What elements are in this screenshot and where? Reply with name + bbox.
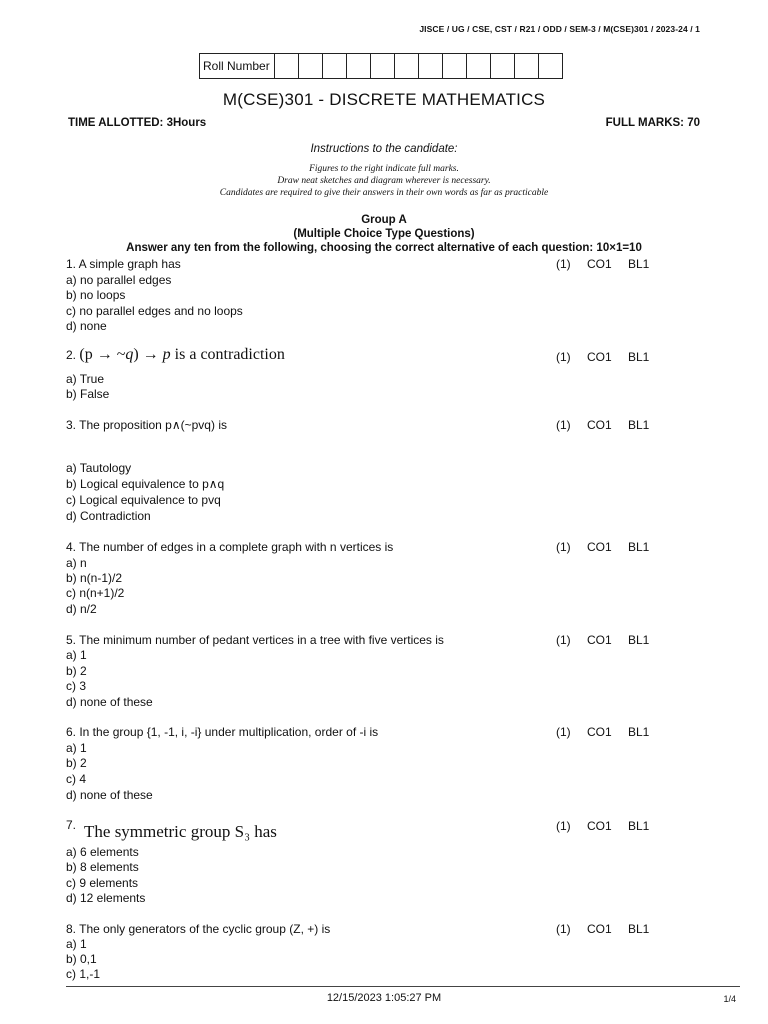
question-stem: 8. The only generators of the cyclic group (Z, +) is — [66, 922, 331, 936]
question-number: 7. — [66, 818, 77, 832]
answer-option: a) 1 — [66, 648, 87, 662]
question-marks: (1) — [556, 819, 571, 833]
group-type: (Multiple Choice Type Questions) — [293, 228, 475, 240]
course-outcome: CO1 — [587, 633, 612, 647]
roll-number-box[interactable] — [275, 54, 299, 79]
blooms-level: BL1 — [628, 922, 650, 936]
answer-option: c) 4 — [66, 772, 87, 786]
answer-option: b) 0,1 — [66, 952, 97, 966]
answer-option: c) Logical equivalence to pvq — [66, 493, 221, 507]
print-timestamp: 12/15/2023 1:05:27 PM — [326, 992, 442, 1004]
course-outcome: CO1 — [587, 819, 612, 833]
answer-option: d) none of these — [66, 695, 153, 709]
paper-title: M(CSE)301 - DISCRETE MATHEMATICS — [222, 90, 546, 109]
full-marks: FULL MARKS: 70 — [605, 117, 700, 129]
answer-option: d) n/2 — [66, 602, 97, 616]
instructions-heading: Instructions to the candidate: — [310, 143, 458, 155]
roll-number-box[interactable] — [491, 54, 515, 79]
blooms-level: BL1 — [628, 257, 650, 271]
time-allotted: TIME ALLOTTED: 3Hours — [68, 117, 207, 129]
answer-option: b) n(n-1)/2 — [66, 571, 123, 585]
blooms-level: BL1 — [628, 633, 650, 647]
course-outcome: CO1 — [587, 922, 612, 936]
roll-number-label: Roll Number — [200, 54, 275, 79]
answer-option: b) False — [66, 387, 110, 401]
question-marks: (1) — [556, 725, 571, 739]
answer-option: b) 2 — [66, 664, 87, 678]
question-stem: 3. The proposition p∧(~pvq) is — [66, 418, 227, 432]
question-stem: 6. In the group {1, -1, i, -i} under multiplication, order of -i is — [66, 725, 379, 739]
answer-option: a) True — [66, 372, 105, 386]
question-stem: 4. The number of edges in a complete graph with n vertices is — [66, 540, 394, 554]
question-marks: (1) — [556, 922, 571, 936]
answer-option: c) 3 — [66, 679, 87, 693]
roll-number-grid — [199, 53, 563, 79]
question-marks: (1) — [556, 540, 571, 554]
logic-expression — [79, 346, 285, 364]
answer-option: a) no parallel edges — [66, 273, 172, 287]
exam-code-header: JISCE / UG / CSE, CST / R21 / ODD / SEM-3 / M(CSE)301 / 2023-24 / 1 — [419, 24, 700, 34]
question-marks: (1) — [556, 633, 571, 647]
answer-option: c) 9 elements — [66, 876, 139, 890]
question-text: The symmetric group S₃ has — [84, 822, 277, 841]
question-stem — [66, 818, 277, 842]
question-stem: 5. The minimum number of pedant vertices in a tree with five vertices is — [66, 633, 444, 647]
expr-part: ) → — [133, 346, 163, 363]
course-outcome: CO1 — [587, 540, 612, 554]
answer-option: b) Logical equivalence to p∧q — [66, 477, 225, 491]
answer-option: b) no loops — [66, 288, 126, 302]
expr-part: (p — [79, 346, 93, 363]
roll-number-box[interactable] — [347, 54, 371, 79]
instruction-line: Draw neat sketches and diagram wherever is necessary. — [277, 176, 491, 186]
expr-part: p — [162, 346, 171, 363]
group-directive: Answer any ten from the following, choosing the correct alternative of each question: 10×1=10 — [126, 242, 642, 254]
expr-part: q — [125, 346, 134, 363]
roll-number-box[interactable] — [539, 54, 563, 79]
question-marks: (1) — [556, 418, 571, 432]
blooms-level: BL1 — [628, 350, 650, 364]
course-outcome: CO1 — [587, 418, 612, 432]
question-number: 2. — [66, 348, 77, 362]
group-name: Group A — [361, 214, 407, 226]
footer-divider — [66, 986, 740, 987]
answer-option: b) 8 elements — [66, 860, 139, 874]
answer-option: a) 1 — [66, 741, 87, 755]
roll-number-box[interactable] — [419, 54, 443, 79]
roll-number-box[interactable] — [515, 54, 539, 79]
page-number: 1/4 — [723, 994, 736, 1004]
course-outcome: CO1 — [587, 350, 612, 364]
course-outcome: CO1 — [587, 725, 612, 739]
blooms-level: BL1 — [628, 819, 650, 833]
instruction-line: Figures to the right indicate full marks. — [309, 164, 459, 174]
blooms-level: BL1 — [628, 418, 650, 432]
course-outcome: CO1 — [587, 257, 612, 271]
question-stem: 1. A simple graph has — [66, 257, 181, 271]
expr-part: is a contradiction — [170, 346, 285, 363]
answer-option: d) none of these — [66, 788, 153, 802]
roll-number-box[interactable] — [323, 54, 347, 79]
answer-option: d) Contradiction — [66, 509, 151, 523]
answer-option: a) Tautology — [66, 461, 132, 475]
answer-option: d) 12 elements — [66, 891, 146, 905]
roll-number-box[interactable] — [395, 54, 419, 79]
question-marks: (1) — [556, 257, 571, 271]
question-marks: (1) — [556, 350, 571, 364]
answer-option: a) 6 elements — [66, 845, 139, 859]
answer-option: b) 2 — [66, 756, 87, 770]
instruction-line: Candidates are required to give their answers in their own words as far as practicable — [219, 188, 549, 198]
blooms-level: BL1 — [628, 540, 650, 554]
answer-option: c) n(n+1)/2 — [66, 586, 125, 600]
blooms-level: BL1 — [628, 725, 650, 739]
roll-number-box[interactable] — [299, 54, 323, 79]
answer-option: c) 1,-1 — [66, 967, 101, 981]
roll-number-box[interactable] — [467, 54, 491, 79]
roll-number-box[interactable] — [443, 54, 467, 79]
roll-number-box[interactable] — [371, 54, 395, 79]
answer-option: d) none — [66, 319, 107, 333]
answer-option: a) n — [66, 556, 87, 570]
question-stem — [66, 346, 285, 364]
answer-option: a) 1 — [66, 937, 87, 951]
answer-option: c) no parallel edges and no loops — [66, 304, 243, 318]
expr-part: → ~ — [92, 346, 126, 363]
